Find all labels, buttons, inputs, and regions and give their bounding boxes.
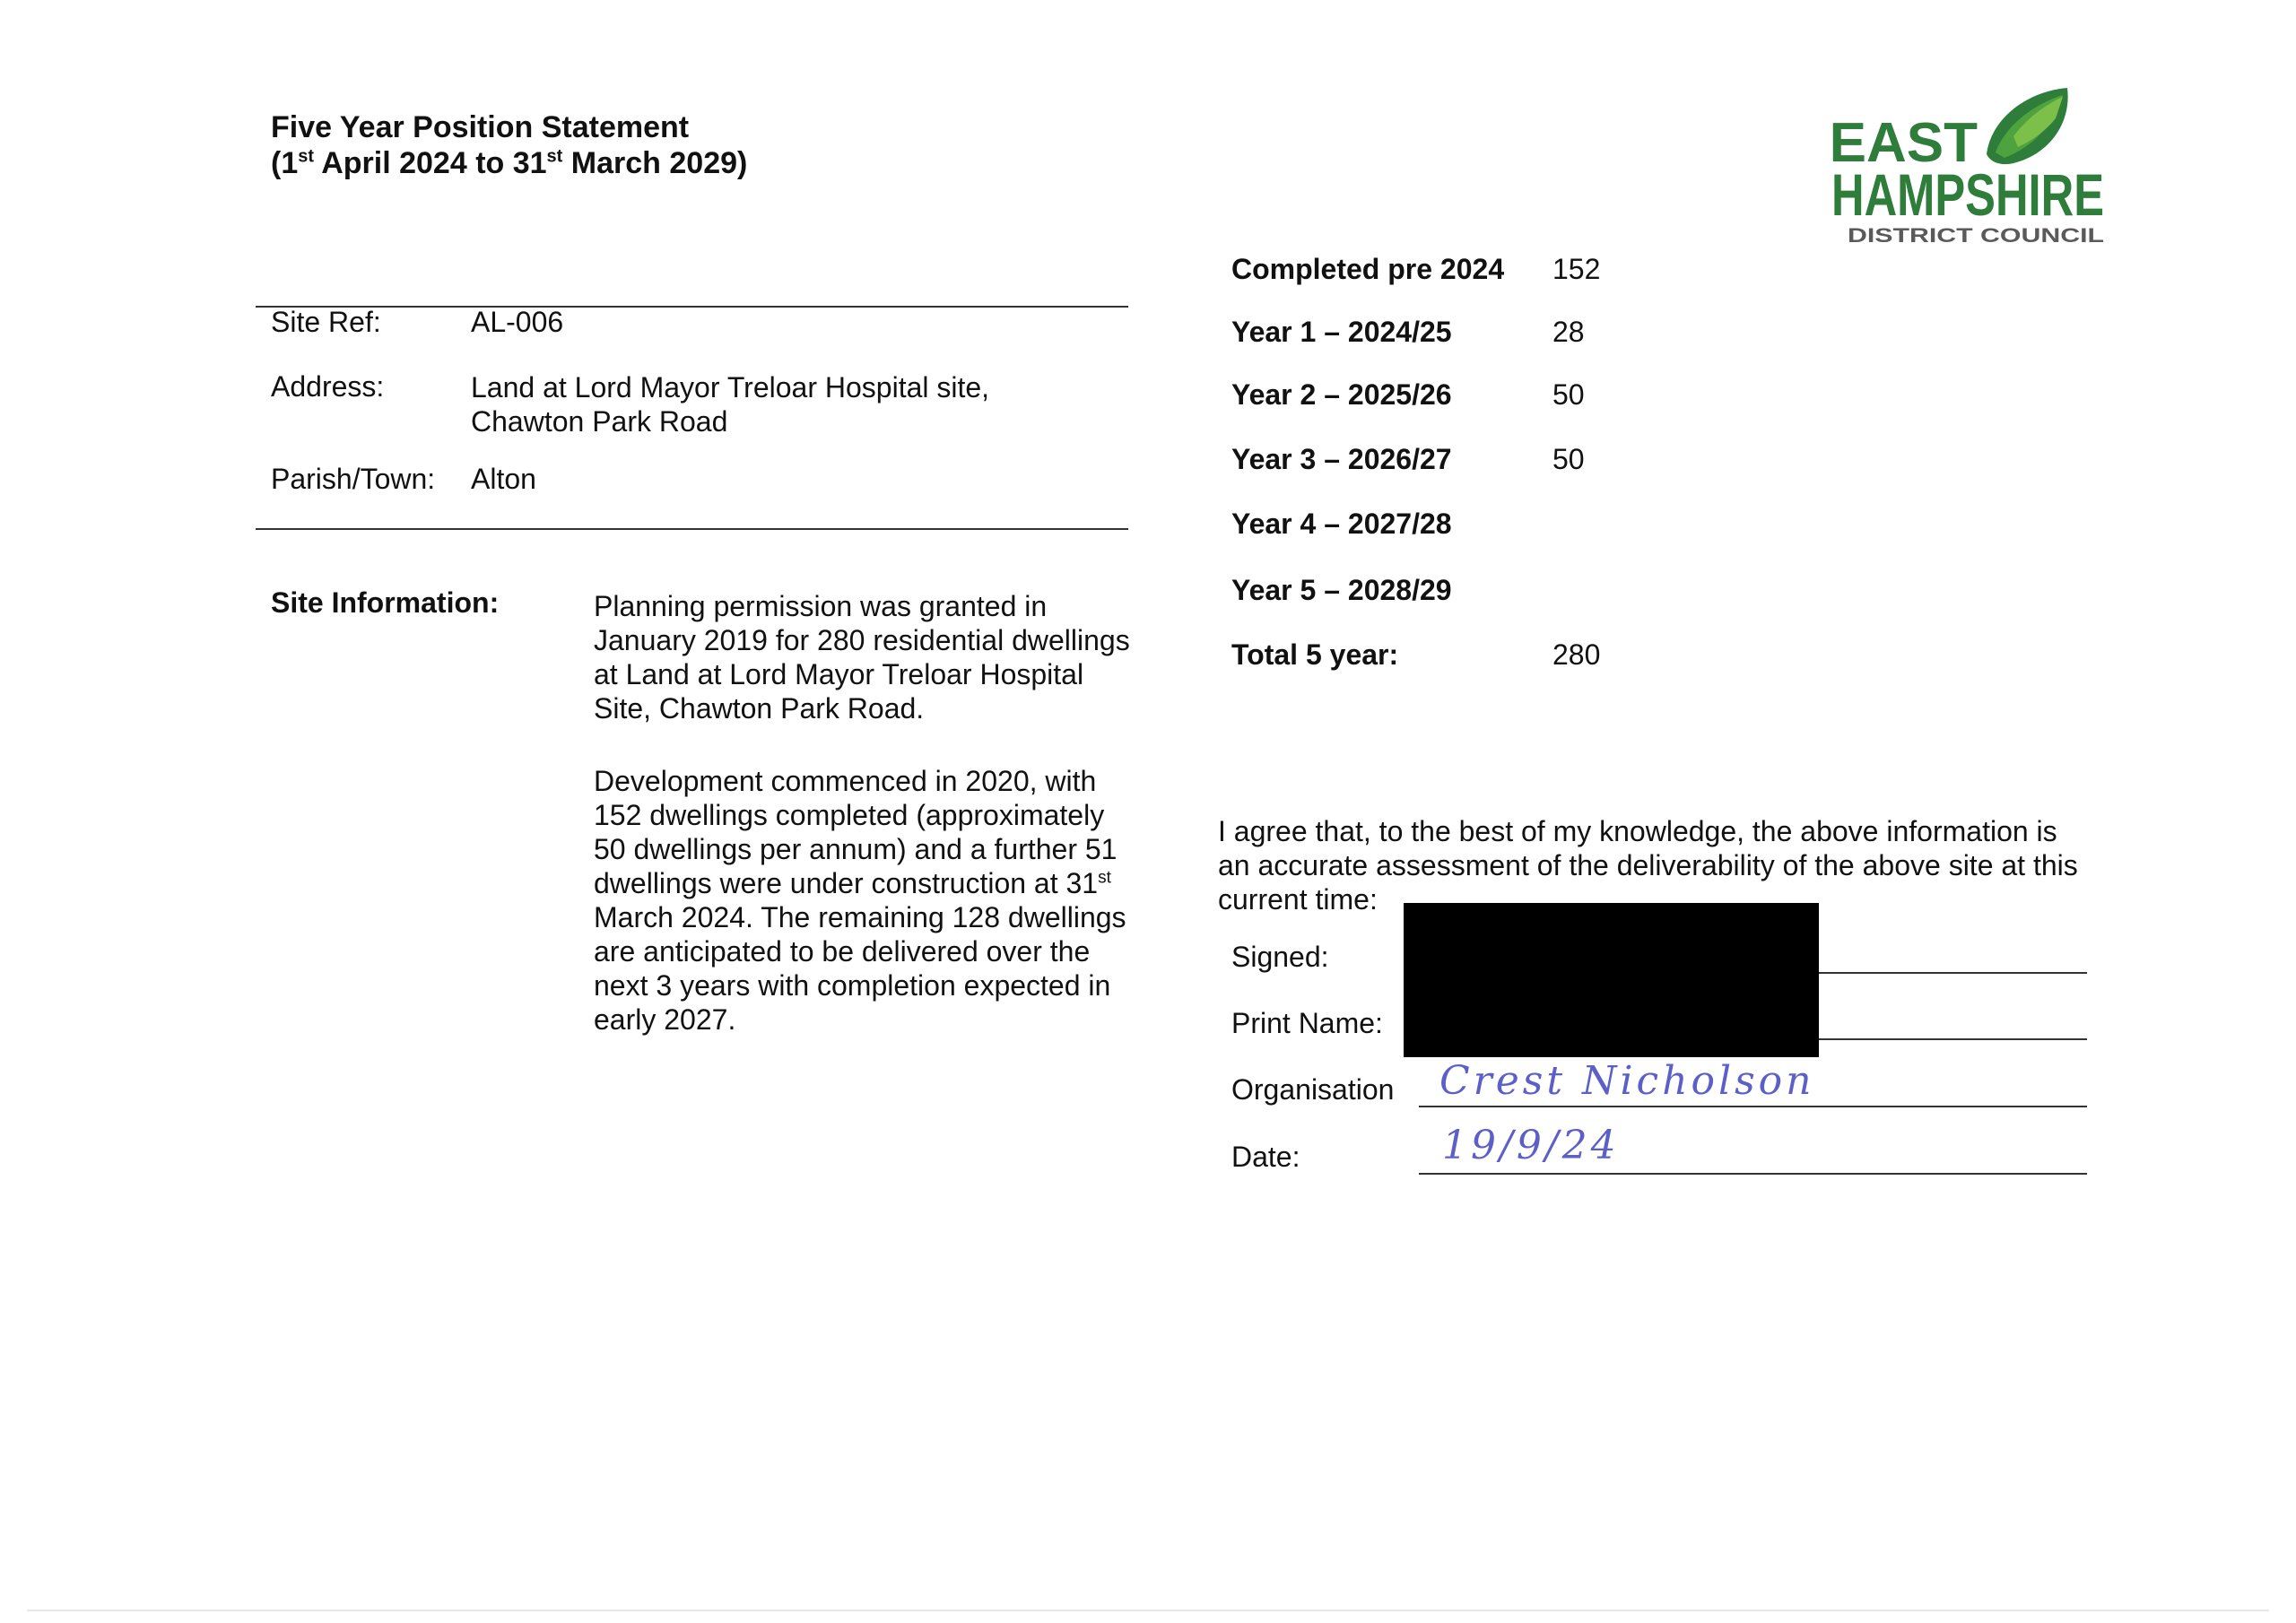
signed-label: Signed: [1231, 941, 1329, 973]
title-line-2 [271, 145, 747, 181]
title-sup-1: st [298, 146, 315, 167]
east-hampshire-logo [1812, 82, 2108, 253]
logo-line-3: DISTRICT COUNCIL [1848, 224, 2104, 247]
trajectory-label-year-1: Year 1 – 2024/25 [1231, 316, 1452, 348]
paragraph-2-part-a: Development commenced in 2020, with 152 dwellings completed (approximately 50 dwellings per annum) and a further 51 dwellings were under construction at 31 [594, 765, 1118, 899]
leaf-icon [1987, 88, 2068, 164]
site-information-paragraph-2 [594, 764, 1132, 1037]
address-line-2: Chawton Park Road [471, 405, 728, 438]
parish-label: Parish/Town: [271, 463, 436, 495]
declaration-text: I agree that, to the best of my knowledge, the above information is an accurate assessment of the deliverability of the above site at this current time: [1218, 815, 2078, 916]
address-label: Address: [271, 370, 385, 403]
document-title [271, 109, 747, 181]
organisation-handwritten: Crest Nicholson [1439, 1058, 1815, 1104]
site-information-paragraph-1: Planning permission was granted in January 2019 for 280 residential dwellings at Land at Lord Mayor Treloar Hospital Site, Chawton Park Road. [594, 590, 1130, 725]
paragraph-2-sup: st [1098, 868, 1111, 888]
site-ref-label: Site Ref: [271, 306, 381, 338]
organisation-label: Organisation [1231, 1073, 1395, 1106]
trajectory-value-pre2024: 152 [1552, 253, 1601, 285]
trajectory-value-total: 280 [1552, 638, 1601, 671]
title-sup-2: st [546, 146, 563, 167]
title-line-1: Five Year Position Statement [271, 110, 690, 144]
site-ref-value: AL-006 [471, 306, 564, 338]
organisation-line [1419, 1106, 2087, 1107]
date-line [1419, 1173, 2087, 1175]
site-details-top-rule [256, 306, 1128, 308]
address-value [471, 370, 989, 438]
trajectory-label-total: Total 5 year: [1231, 638, 1399, 671]
print-name-label: Print Name: [1231, 1007, 1383, 1039]
parish-value: Alton [471, 463, 536, 495]
date-handwritten: 19/9/24 [1442, 1123, 1620, 1168]
logo-line-1: EAST [1829, 112, 1978, 174]
site-information-label: Site Information: [271, 586, 500, 619]
trajectory-label-year-2: Year 2 – 2025/26 [1231, 378, 1452, 411]
title-date-close: March 2029) [562, 146, 748, 180]
trajectory-label-year-5: Year 5 – 2028/29 [1231, 574, 1452, 606]
trajectory-value-year-3: 50 [1552, 443, 1585, 475]
site-details-bottom-rule [256, 528, 1128, 530]
page-bottom-edge [27, 1610, 2269, 1611]
logo-line-2: HAMPSHIRE [1831, 161, 2104, 228]
trajectory-value-year-2: 50 [1552, 378, 1585, 411]
address-line-1: Land at Lord Mayor Treloar Hospital site, [471, 371, 990, 404]
trajectory-label-pre2024: Completed pre 2024 [1231, 253, 1505, 285]
paragraph-2-part-b: March 2024. The remaining 128 dwellings are anticipated to be delivered over the next 3 years with completion expected in early 2027. [594, 901, 1126, 1036]
trajectory-label-year-3: Year 3 – 2026/27 [1231, 443, 1452, 475]
trajectory-label-year-4: Year 4 – 2027/28 [1231, 508, 1452, 540]
redaction-box [1404, 903, 1819, 1057]
title-date-mid: April 2024 to 31 [314, 146, 547, 180]
trajectory-value-year-1: 28 [1552, 316, 1585, 348]
date-label: Date: [1231, 1141, 1300, 1173]
title-date-open: (1 [271, 146, 299, 180]
